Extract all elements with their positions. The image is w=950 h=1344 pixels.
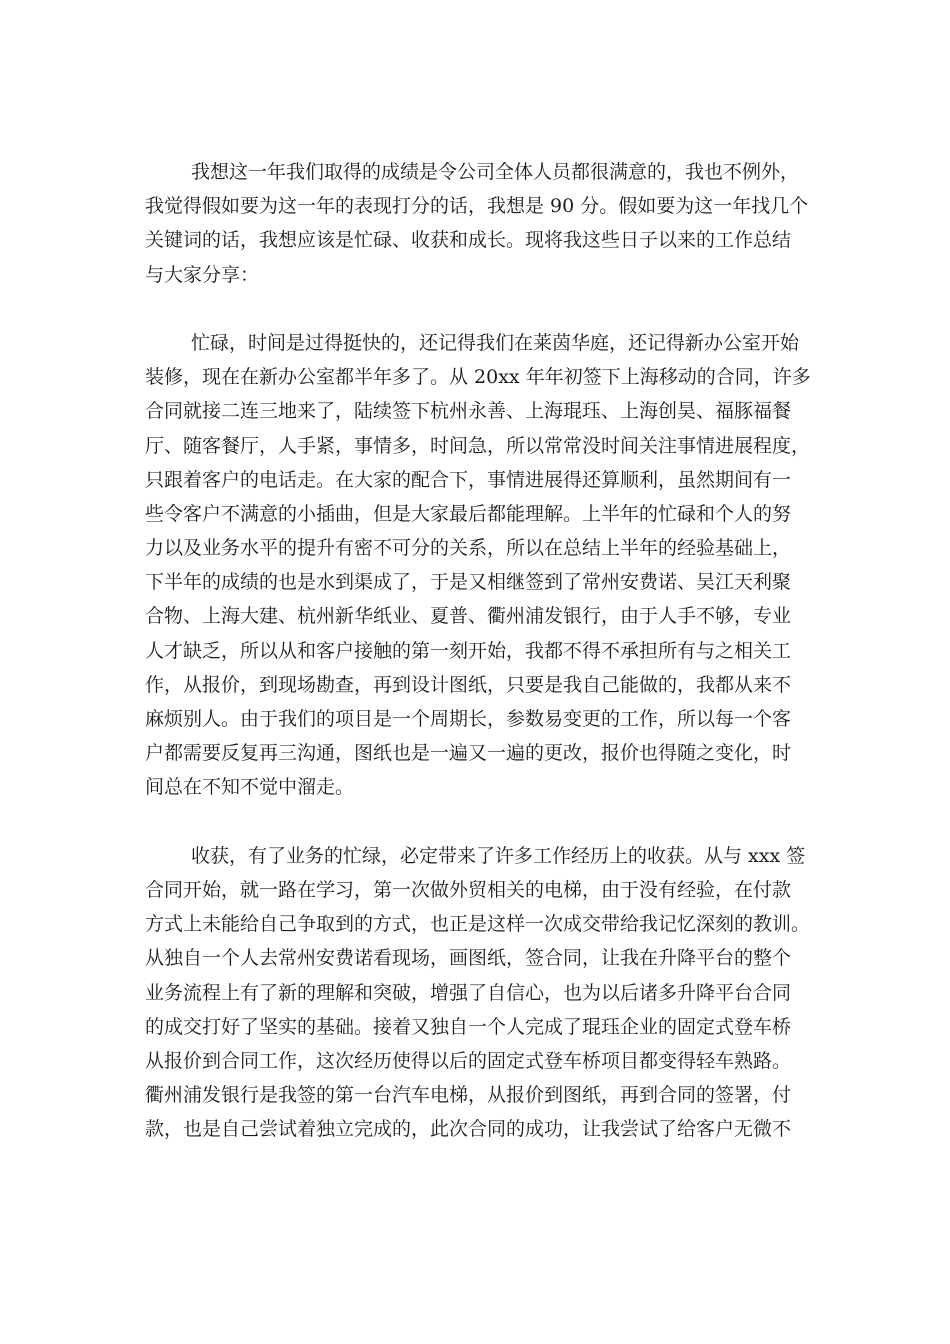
paragraph-harvest bbox=[145, 839, 811, 1147]
text-line: 忙碌，时间是过得挺快的，还记得我们在莱茵华庭，还记得新办公室开始 bbox=[191, 331, 800, 354]
text-line: 关键词的话，我想应该是忙碌、收获和成长。现将我这些日子以来的工作总结 bbox=[145, 229, 792, 252]
text-line: 些令客户不满意的小插曲，但是大家最后都能理解。上半年的忙碌和个人的努 bbox=[145, 502, 792, 525]
text-line: 装修，现在在新办公室都半年多了。从 20xx 年年初签下上海移动的合同，许多 bbox=[145, 366, 811, 389]
text-line: 收获，有了业务的忙绿，必定带来了许多工作经历上的收获。从与 xxx 签 bbox=[191, 844, 806, 867]
text-line: 的成交打好了坚实的基础。接着又独自一个人完成了琨珏企业的固定式登车桥 bbox=[145, 1015, 792, 1038]
text-line: 作，从报价，到现场勘查，再到设计图纸，只要是我自己能做的，我都从来不 bbox=[145, 673, 792, 696]
text-line: 款，也是自己尝试着独立完成的，此次合同的成功，让我尝试了给客户无微不 bbox=[145, 1118, 792, 1141]
text-line: 从报价到合同工作，这次经历使得以后的固定式登车桥项目都变得轻车熟路。 bbox=[145, 1049, 792, 1072]
text-line: 合同就接二连三地来了，陆续签下杭州永善、上海琨珏、上海创昊、福豚福餐 bbox=[145, 400, 792, 423]
paragraph-intro bbox=[145, 155, 809, 292]
text-line: 户都需要反复再三沟通，图纸也是一遍又一遍的更改，报价也得随之变化，时 bbox=[145, 742, 792, 765]
text-line: 从独自一个人去常州安费诺看现场，画图纸，签合同，让我在升降平台的整个 bbox=[145, 947, 792, 970]
text-line: 业务流程上有了新的理解和突破，增强了自信心，也为以后诸多升降平台合同 bbox=[145, 981, 792, 1004]
text-line: 厅、随客餐厅，人手紧，事情多，时间急，所以常常没时间关注事情进展程度， bbox=[145, 434, 811, 457]
text-line: 我想这一年我们取得的成绩是令公司全体人员都很满意的，我也不例外， bbox=[191, 161, 800, 183]
text-line: 间总在不知不觉中溜走。 bbox=[145, 776, 355, 799]
document-body bbox=[145, 155, 811, 1146]
text-line: 我觉得假如要为这一年的表现打分的话，我想是 90 分。假如要为这一年找几个 bbox=[145, 195, 809, 218]
text-line: 合物、上海大建、杭州新华纸业、夏普、衢州浦发银行，由于人手不够，专业 bbox=[145, 605, 792, 628]
text-line: 人才缺乏，所以从和客户接触的第一刻开始，我都不得不承担所有与之相关工 bbox=[145, 639, 792, 662]
text-line: 力以及业务水平的提升有密不可分的关系，所以在总结上半年的经验基础上， bbox=[145, 537, 792, 560]
text-line: 与大家分享： bbox=[145, 263, 260, 286]
text-line: 方式上未能给自己争取到的方式，也正是这样一次成交带给我记忆深刻的教训。 bbox=[145, 913, 811, 936]
text-line: 衢州浦发银行是我签的第一台汽车电梯，从报价到图纸，再到合同的签署，付 bbox=[145, 1084, 792, 1107]
text-line: 下半年的成绩的也是水到渠成了，于是又相继签到了常州安费诺、吴江天利聚 bbox=[145, 571, 792, 594]
text-line: 只跟着客户的电话走。在大家的配合下，事情进展得还算顺利，虽然期间有一 bbox=[145, 468, 792, 491]
text-line: 麻烦别人。由于我们的项目是一个周期长，参数易变更的工作，所以每一个客 bbox=[145, 708, 792, 730]
paragraph-busy bbox=[145, 326, 811, 805]
text-line: 合同开始，就一路在学习，第一次做外贸相关的电梯，由于没有经验，在付款 bbox=[145, 878, 792, 901]
